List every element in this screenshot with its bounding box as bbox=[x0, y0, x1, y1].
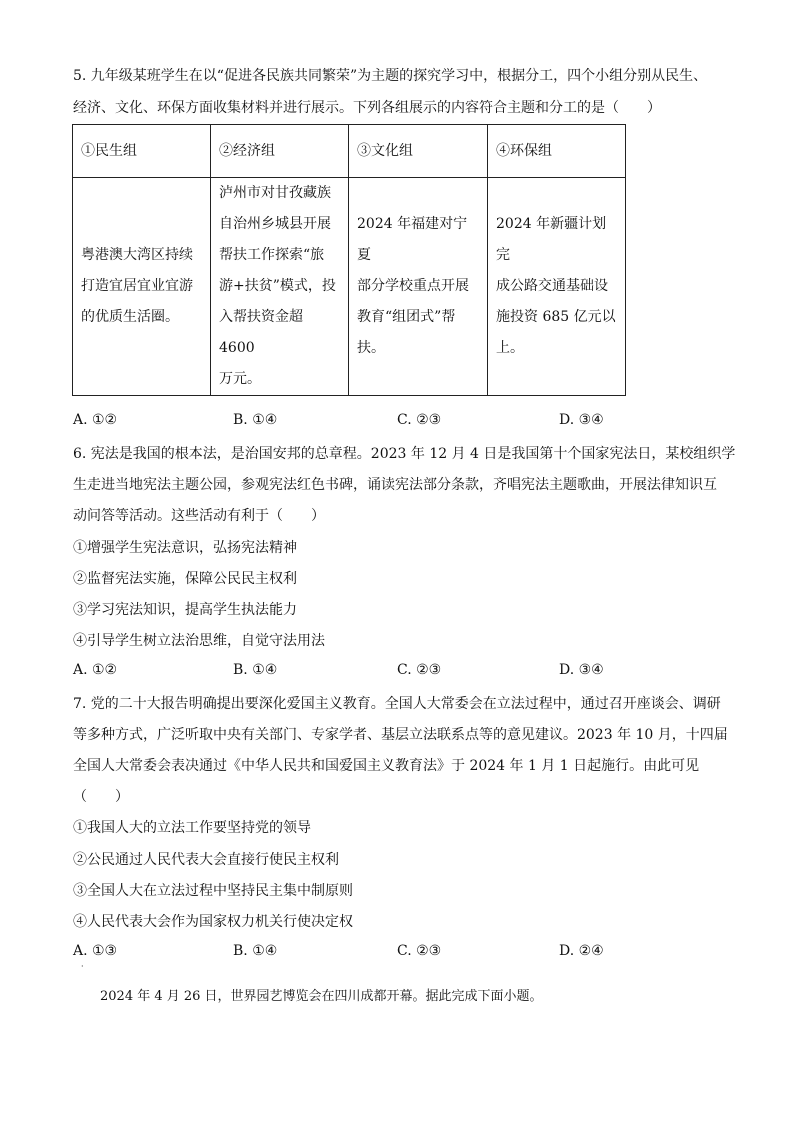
option-b[interactable]: B. ①④ bbox=[233, 412, 278, 428]
q7-statement-2: ②公民通过人民代表大会直接行使民主权利 bbox=[73, 852, 339, 868]
option-a[interactable]: A. ①② bbox=[73, 412, 118, 428]
q7-options bbox=[73, 943, 633, 963]
cell-line: 上。 bbox=[496, 340, 524, 356]
q5-stem-line-2: 经济、文化、环保方面收集材料并进行展示。下列各组展示的内容符合主题和分工的是（ ） bbox=[73, 100, 661, 116]
q6-statement-2: ②监督宪法实施，保障公民民主权利 bbox=[73, 571, 297, 587]
cell-line: 成公路交通基础设 bbox=[496, 278, 608, 294]
q5-group-table bbox=[72, 124, 626, 396]
material-intro-note: 2024 年 4 月 26 日，世界园艺博览会在四川成都开幕。据此完成下面小题。 bbox=[100, 989, 543, 1004]
q6-stem-line-1: 6. 宪法是我国的根本法，是治国安邦的总章程。2023 年 12 月 4 日是我国第十个国家宪法日，某校组织学 bbox=[73, 446, 736, 462]
q7-stem-line-1: 7. 党的二十大报告明确提出要深化爱国主义教育。全国人大常委会在立法过程中，通过召开座谈会、调研 bbox=[73, 696, 721, 712]
option-b[interactable]: B. ①④ bbox=[233, 943, 278, 959]
option-a[interactable]: A. ①② bbox=[73, 662, 118, 678]
q7-statement-4: ④人民代表大会作为国家权力机关行使决定权 bbox=[73, 914, 353, 930]
cell-line: 泸州市对甘孜藏族 bbox=[219, 185, 331, 201]
header-minsheng: ①民生组 bbox=[73, 125, 211, 178]
cell-line: 万元。 bbox=[219, 371, 261, 387]
stray-dot-mark: · bbox=[81, 962, 84, 971]
q5-options bbox=[73, 412, 633, 432]
header-huanbao: ④环保组 bbox=[488, 125, 626, 178]
table-header-row bbox=[73, 125, 626, 178]
q7-statement-3: ③全国人大在立法过程中坚持民主集中制原则 bbox=[73, 883, 353, 899]
option-a[interactable]: A. ①③ bbox=[73, 943, 118, 959]
cell-jingji bbox=[211, 178, 349, 396]
q6-stem-line-3: 动问答等活动。这些活动有利于（ ） bbox=[73, 508, 325, 524]
cell-line: 入帮扶资金超 4600 bbox=[219, 309, 303, 356]
cell-line: 施投资 685 亿元以 bbox=[496, 309, 616, 325]
q7-statement-1: ①我国人大的立法工作要坚持党的领导 bbox=[73, 820, 311, 836]
q6-stem-line-2: 生走进当地宪法主题公园，参观宪法红色书碑，诵读宪法部分条款，齐唱宪法主题歌曲，开展法律知识互 bbox=[73, 477, 717, 493]
cell-line: 帮扶工作探索“旅 bbox=[219, 247, 325, 263]
cell-line: 扶。 bbox=[357, 340, 385, 356]
header-wenhua: ③文化组 bbox=[349, 125, 488, 178]
q6-statement-4: ④引导学生树立法治思维，自觉守法用法 bbox=[73, 633, 325, 649]
q6-statement-1: ①增强学生宪法意识，弘扬宪法精神 bbox=[73, 540, 297, 556]
q7-stem-line-2: 等多种方式，广泛听取中央有关部门、专家学者、基层立法联系点等的意见建议。2023 年 10 月，十四届 bbox=[73, 727, 728, 743]
q7-stem-line-4: （ ） bbox=[73, 789, 129, 805]
cell-line: 自治州乡城县开展 bbox=[219, 216, 331, 232]
cell-wenhua bbox=[349, 178, 488, 396]
q5-stem-line-1: 5. 九年级某班学生在以“促进各民族共同繁荣”为主题的探究学习中，根据分工，四个小组分别从民生、 bbox=[73, 68, 708, 84]
header-jingji: ②经济组 bbox=[211, 125, 349, 178]
option-c[interactable]: C. ②③ bbox=[397, 662, 442, 678]
option-c[interactable]: C. ②③ bbox=[397, 412, 442, 428]
q7-stem-line-3: 全国人大常委会表决通过《中华人民共和国爱国主义教育法》于 2024 年 1 月 1 日起施行。由此可见 bbox=[73, 758, 700, 774]
cell-line: 教育“组团式”帮 bbox=[357, 309, 456, 325]
cell-line: 打造宜居宜业宜游 bbox=[81, 278, 193, 294]
cell-line: 游+扶贫”模式，投 bbox=[219, 278, 336, 294]
table-body-row bbox=[73, 178, 626, 396]
option-c[interactable]: C. ②③ bbox=[397, 943, 442, 959]
option-b[interactable]: B. ①④ bbox=[233, 662, 278, 678]
q6-statement-3: ③学习宪法知识，提高学生执法能力 bbox=[73, 602, 297, 618]
cell-huanbao bbox=[488, 178, 626, 396]
option-d[interactable]: D. ③④ bbox=[559, 412, 604, 428]
cell-line: 的优质生活圈。 bbox=[81, 309, 179, 325]
q6-options bbox=[73, 662, 633, 682]
cell-line: 部分学校重点开展 bbox=[357, 278, 469, 294]
option-d[interactable]: D. ②④ bbox=[559, 943, 604, 959]
option-d[interactable]: D. ③④ bbox=[559, 662, 604, 678]
cell-line: 粤港澳大湾区持续 bbox=[81, 247, 193, 263]
cell-line: 2024 年福建对宁夏 bbox=[357, 216, 468, 263]
cell-line: 2024 年新疆计划完 bbox=[496, 216, 607, 263]
cell-minsheng bbox=[73, 178, 211, 396]
